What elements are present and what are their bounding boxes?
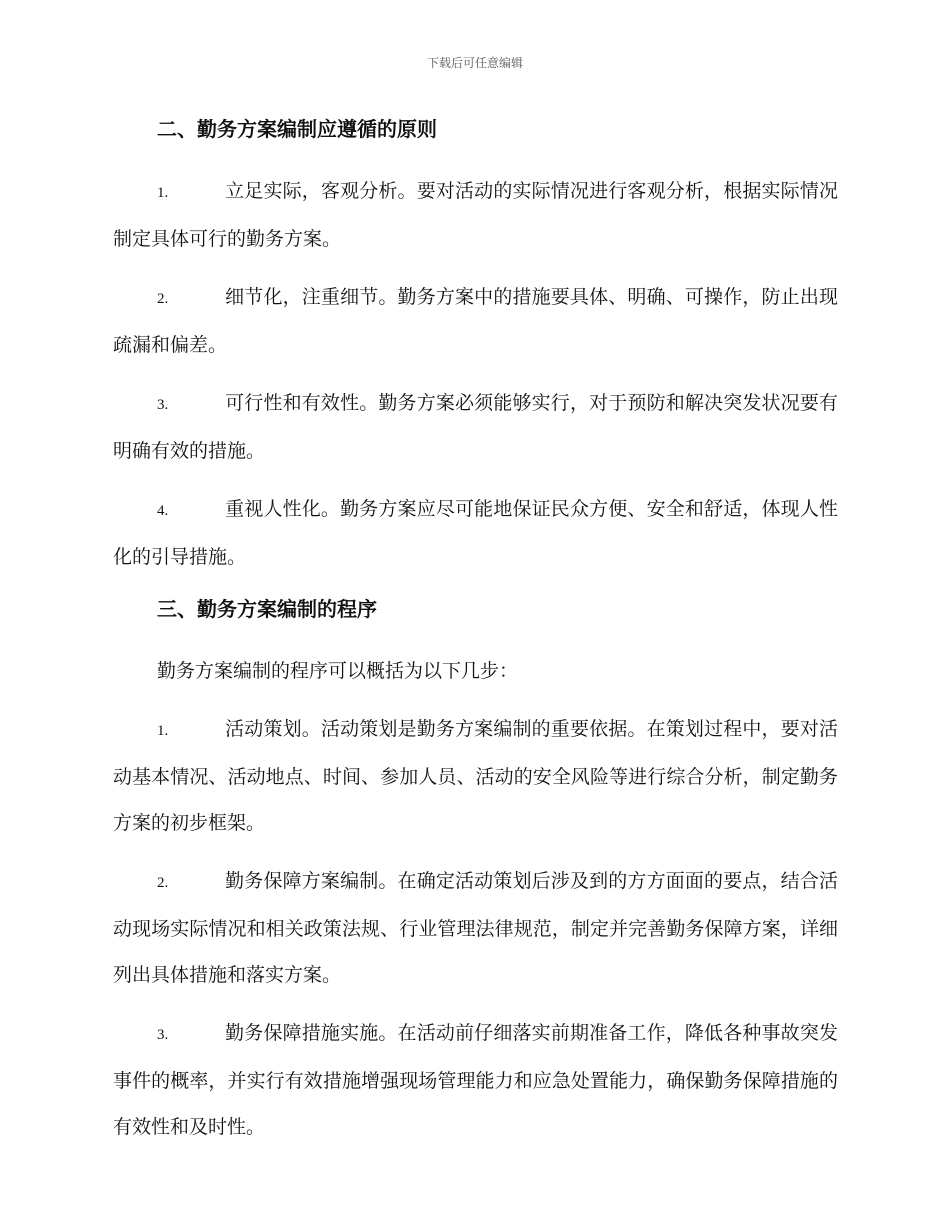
principle-item-2 xyxy=(113,274,838,368)
section-heading-principles: 二、勤务方案编制应遵循的原则 xyxy=(157,117,437,141)
item-text: 重视人性化。勤务方案应尽可能地保证民众方便、安全和舒适，体现人性化的引导措施。 xyxy=(113,498,838,568)
procedure-intro: 勤务方案编制的程序可以概括为以下几步： xyxy=(157,660,519,682)
principle-item-4 xyxy=(113,486,838,580)
item-text: 勤务保障措施实施。在活动前仔细落实前期准备工作，降低各种事故突发事件的概率，并实行有效措施增强现场管理能力和应急处置能力，确保勤务保障措施的有效性和及时性。 xyxy=(113,1022,838,1138)
procedure-item-1 xyxy=(113,706,838,846)
item-number: 1. xyxy=(157,185,169,201)
document-body xyxy=(113,112,838,1162)
section-heading-procedure: 三、勤务方案编制的程序 xyxy=(157,597,377,621)
principle-item-1 xyxy=(113,168,838,262)
item-text: 勤务保障方案编制。在确定活动策划后涉及到的方方面面的要点，结合活动现场实际情况和相关政策法规、行业管理法律规范，制定并完善勤务保障方案，详细列出具体措施和落实方案。 xyxy=(113,870,838,986)
page-header: 下载后可任意编辑 xyxy=(426,56,523,70)
item-number: 3. xyxy=(157,1027,169,1043)
procedure-item-2 xyxy=(113,858,838,998)
principle-item-3 xyxy=(113,380,838,474)
procedure-item-3 xyxy=(113,1010,838,1150)
item-number: 3. xyxy=(157,397,169,413)
item-text: 细节化，注重细节。勤务方案中的措施要具体、明确、可操作，防止出现疏漏和偏差。 xyxy=(113,286,838,356)
item-number: 2. xyxy=(157,875,169,891)
item-number: 2. xyxy=(157,291,169,307)
item-number: 1. xyxy=(157,723,169,739)
item-number: 4. xyxy=(157,503,169,519)
item-text: 立足实际，客观分析。要对活动的实际情况进行客观分析，根据实际情况制定具体可行的勤务方案。 xyxy=(113,180,838,250)
item-text: 活动策划。活动策划是勤务方案编制的重要依据。在策划过程中，要对活动基本情况、活动地点、时间、参加人员、活动的安全风险等进行综合分析，制定勤务方案的初步框架。 xyxy=(113,718,838,834)
item-text: 可行性和有效性。勤务方案必须能够实行，对于预防和解决突发状况要有明确有效的措施。 xyxy=(113,392,838,462)
